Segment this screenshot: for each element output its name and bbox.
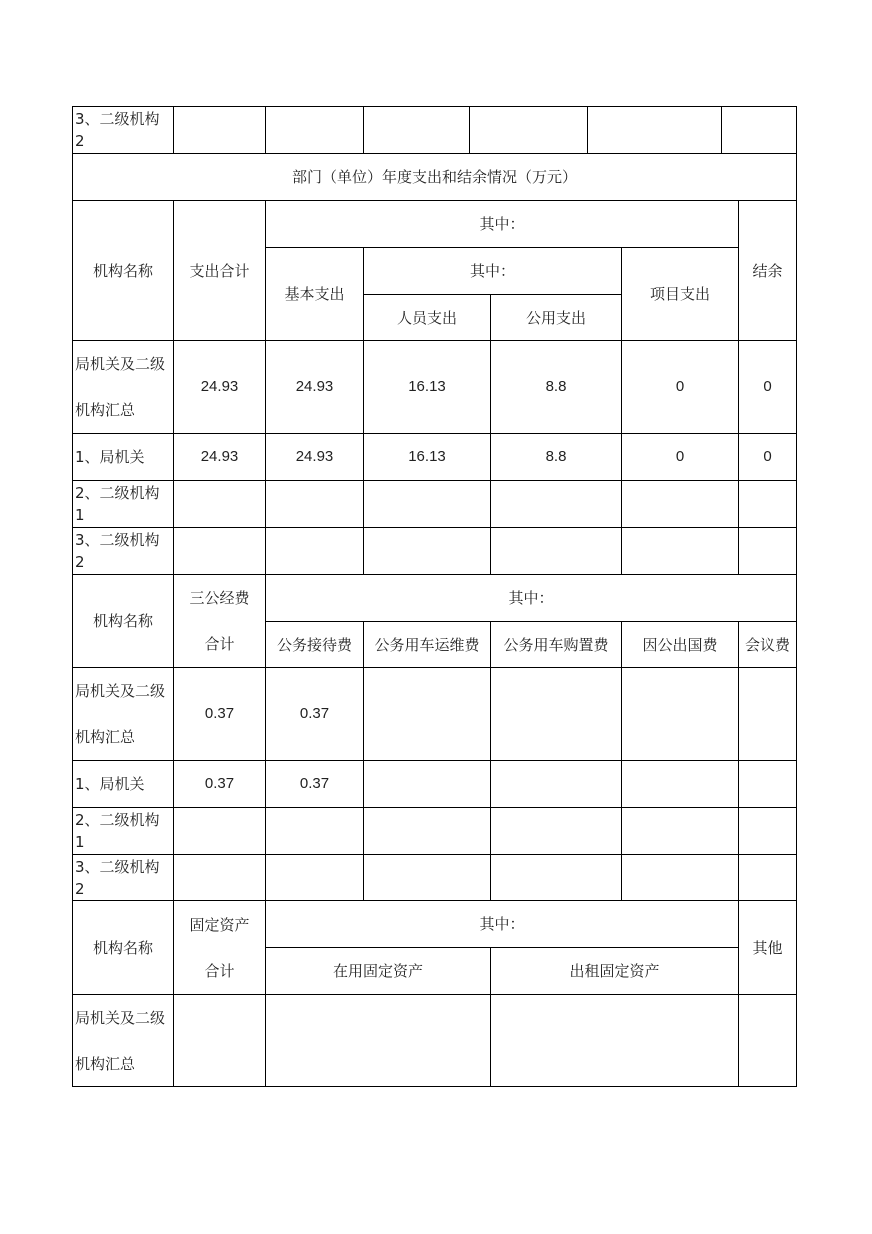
header-personnel: 人员支出	[363, 294, 491, 341]
cell-personnel	[363, 480, 491, 528]
header-project-expenditure: 项目支出	[621, 247, 739, 341]
header-other: 其他	[738, 900, 797, 995]
empty-cell	[363, 106, 470, 154]
cell-rented	[490, 994, 739, 1087]
cell-personnel: 16.13	[363, 340, 491, 434]
cell-vehicle-purchase	[490, 807, 622, 855]
header-org-name: 机构名称	[72, 900, 174, 995]
header-org-name: 机构名称	[72, 574, 174, 668]
cell-basic	[265, 480, 364, 528]
cell-vehicle-ops	[363, 854, 491, 901]
header-reception: 公务接待费	[265, 621, 364, 668]
cell-abroad	[621, 667, 739, 761]
cell-balance	[738, 480, 797, 528]
cell-reception	[265, 807, 364, 855]
cell-abroad	[621, 760, 739, 808]
cell-basic: 24.93	[265, 340, 364, 434]
cell-public-use: 8.8	[490, 433, 622, 481]
cell-total	[173, 854, 266, 901]
header-of-which-basic: 其中：	[363, 247, 622, 295]
cell-public-use	[490, 527, 622, 575]
cell-public-use: 8.8	[490, 340, 622, 434]
cell-total: 0.37	[173, 760, 266, 808]
cell-vehicle-ops	[363, 807, 491, 855]
cell-total	[173, 994, 266, 1087]
header-total-expenditure: 支出合计	[173, 200, 266, 341]
cell-total	[173, 527, 266, 575]
cell-total	[173, 807, 266, 855]
header-vehicle-purchase: 公务用车购置费	[490, 621, 622, 668]
cell-total: 0.37	[173, 667, 266, 761]
cell-in-use	[265, 994, 491, 1087]
table-row-name: 局机关及二级机构汇总	[72, 340, 174, 434]
cell-total	[173, 480, 266, 528]
header-public-use: 公用支出	[490, 294, 622, 341]
cell-basic: 24.93	[265, 433, 364, 481]
cell-project	[621, 527, 739, 575]
header-meeting: 会议费	[738, 621, 797, 668]
empty-cell	[721, 106, 797, 154]
table-row-name: 3、二级机构 2	[72, 527, 174, 575]
header-basic-expenditure: 基本支出	[265, 247, 364, 341]
table-row-name: 3、二级机构 2	[72, 854, 174, 901]
cell-vehicle-ops	[363, 760, 491, 808]
header-rented-assets: 出租固定资产	[490, 947, 739, 995]
cell-abroad	[621, 807, 739, 855]
cell-vehicle-purchase	[490, 667, 622, 761]
table-row-name: 1、局机关	[72, 760, 174, 808]
cell-vehicle-purchase	[490, 760, 622, 808]
empty-cell	[265, 106, 364, 154]
cell-vehicle-ops	[363, 667, 491, 761]
cell-reception: 0.37	[265, 667, 364, 761]
header-abroad: 因公出国费	[621, 621, 739, 668]
empty-cell	[587, 106, 722, 154]
cell-meeting	[738, 807, 797, 855]
empty-cell	[173, 106, 266, 154]
header-vehicle-ops: 公务用车运维费	[363, 621, 491, 668]
section-title: 部门（单位）年度支出和结余情况（万元）	[72, 153, 797, 201]
cell-project: 0	[621, 433, 739, 481]
header-of-which: 其中：	[265, 200, 739, 248]
cell-reception	[265, 854, 364, 901]
header-in-use-assets: 在用固定资产	[265, 947, 491, 995]
cell-vehicle-purchase	[490, 854, 622, 901]
header-three-public-total: 三公经费合计	[173, 574, 266, 668]
cell-personnel	[363, 527, 491, 575]
cell-total: 24.93	[173, 340, 266, 434]
cell-other	[738, 994, 797, 1087]
cell-basic	[265, 527, 364, 575]
cell-meeting	[738, 854, 797, 901]
cell-personnel: 16.13	[363, 433, 491, 481]
header-balance: 结余	[738, 200, 797, 341]
row-label: 3、二级机构 2	[72, 106, 174, 154]
header-of-which: 其中：	[265, 900, 739, 948]
cell-balance	[738, 527, 797, 575]
cell-balance: 0	[738, 433, 797, 481]
header-of-which: 其中：	[265, 574, 797, 622]
cell-project: 0	[621, 340, 739, 434]
cell-meeting	[738, 760, 797, 808]
cell-project	[621, 480, 739, 528]
cell-balance: 0	[738, 340, 797, 434]
empty-cell	[469, 106, 588, 154]
cell-meeting	[738, 667, 797, 761]
cell-public-use	[490, 480, 622, 528]
cell-abroad	[621, 854, 739, 901]
table-row-name: 1、局机关	[72, 433, 174, 481]
cell-reception: 0.37	[265, 760, 364, 808]
cell-total: 24.93	[173, 433, 266, 481]
table-row-name: 局机关及二级机构汇总	[72, 667, 174, 761]
header-org-name: 机构名称	[72, 200, 174, 341]
header-fixed-assets-total: 固定资产合计	[173, 900, 266, 995]
table-row-name: 局机关及二级机构汇总	[72, 994, 174, 1087]
table-row-name: 2、二级机构 1	[72, 807, 174, 855]
table-row-name: 2、二级机构 1	[72, 480, 174, 528]
